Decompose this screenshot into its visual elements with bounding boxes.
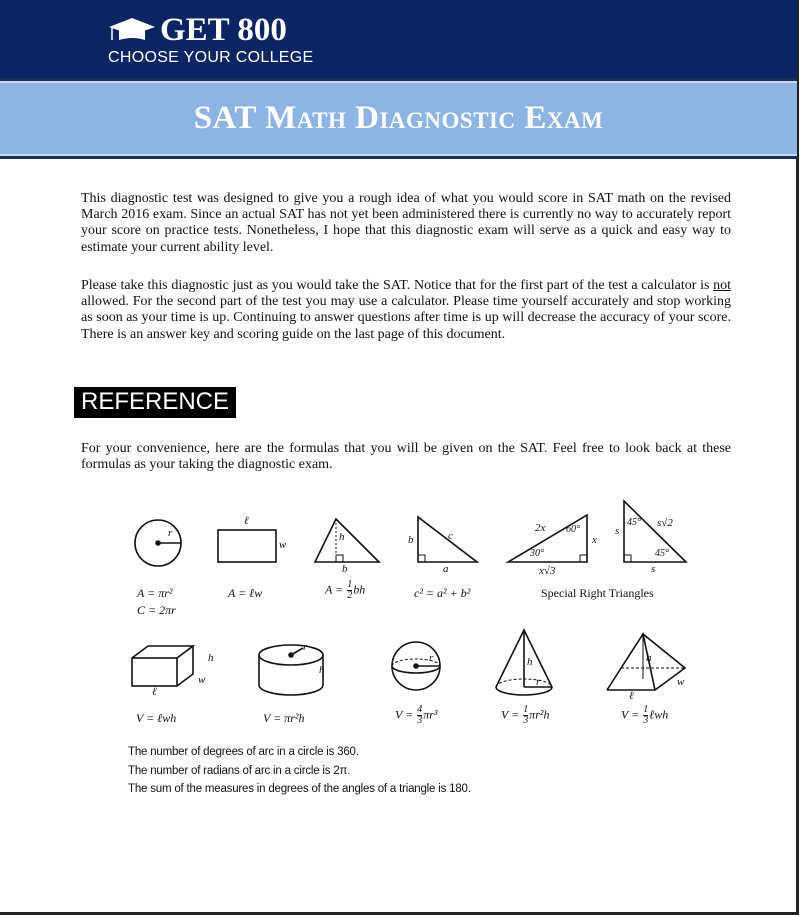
label-r: r xyxy=(429,652,434,664)
label-x-root3: x√3 xyxy=(539,565,556,577)
label-a: a xyxy=(443,563,449,575)
label-h: h xyxy=(208,652,214,664)
denominator: 3 xyxy=(643,715,649,726)
text: V = xyxy=(621,707,640,722)
label-w: w xyxy=(279,539,287,551)
label-r: r xyxy=(168,527,173,539)
special-triangles-caption: Special Right Triangles xyxy=(541,586,654,600)
label-w: w xyxy=(677,676,685,688)
label-s: s xyxy=(615,525,620,537)
text: allowed. For the second part of the test you may use a calculator. Please time yourself accurately and stop working as soon as your time is up. Continuing to answer questions after time is up will decrease the accuracy of your score. There is an answer key and scoring guide on the last page of this document. xyxy=(81,294,731,342)
numerator: 1 xyxy=(523,704,529,715)
pythagorean-formula: c² = a² + b² xyxy=(414,586,471,600)
text: bh xyxy=(353,582,366,597)
label-x: x xyxy=(592,534,597,546)
triangle-figure xyxy=(315,519,379,562)
sphere-volume-formula xyxy=(395,705,438,726)
circle-area-formula: A = πr² xyxy=(137,586,173,600)
label-s-root2: s√2 xyxy=(657,517,673,529)
label-l: ℓ xyxy=(152,686,157,698)
label-l: ℓ xyxy=(629,690,634,702)
title-banner xyxy=(0,78,797,159)
intro-paragraph-2 xyxy=(81,278,731,343)
graduation-cap-icon xyxy=(108,16,156,44)
text: Please take this diagnostic just as you would take the SAT. Notice that for the first part of the test a calculator is xyxy=(81,278,714,293)
numerator: 4 xyxy=(417,704,423,715)
label-r: r xyxy=(536,676,541,688)
label-l: ℓ xyxy=(244,515,249,527)
header-bar xyxy=(0,0,797,78)
label-b: b xyxy=(408,534,414,546)
triangle-area-formula xyxy=(325,580,365,601)
rectangle-area-formula: A = ℓw xyxy=(228,586,263,600)
label-c: c xyxy=(448,530,453,542)
label-s: s xyxy=(651,563,656,575)
circle-figure xyxy=(135,520,181,566)
circle-circumference-formula: C = 2πr xyxy=(137,603,176,617)
denominator: 3 xyxy=(523,715,529,726)
label-h: h xyxy=(319,664,325,676)
text: πr²h xyxy=(529,707,550,722)
label-60-degrees: 60° xyxy=(566,524,580,535)
sphere-figure xyxy=(392,642,440,690)
label-w: w xyxy=(198,674,206,686)
text: A = xyxy=(325,582,344,597)
intro-paragraph-1: This diagnostic test was designed to give you a rough idea of what you would score in SAT math on the revised March 2016 exam. Since an actual SAT has not yet been administered there is currently no way to accurately report your score on practice tests. Nonetheless, I hope that this diagnostic exam will serve as a quick and easy way to estimate your current ability level. xyxy=(81,191,731,255)
label-r: r xyxy=(303,641,308,653)
rectangle-figure xyxy=(218,530,276,562)
pyramid-volume-formula xyxy=(621,705,668,726)
box-figure xyxy=(132,646,193,686)
label-2x: 2x xyxy=(535,522,546,534)
text: V = xyxy=(501,707,520,722)
label-h: h xyxy=(339,531,345,543)
logo xyxy=(108,12,313,67)
reference-description: For your convenience, here are the formulas that you will be given on the SAT. Feel free to look back at these formulas as your taking the diagnostic exam. xyxy=(81,441,731,473)
reference-heading: REFERENCE xyxy=(74,387,236,418)
cone-figure xyxy=(496,630,552,695)
text: V = xyxy=(395,707,414,722)
note-degrees: The number of degrees of arc in a circle is 360. xyxy=(128,746,359,758)
cylinder-figure xyxy=(259,645,323,695)
30-60-90-triangle-figure xyxy=(508,515,587,562)
box-volume-formula: V = ℓwh xyxy=(136,711,177,725)
page-title: SAT Math Diagnostic Exam xyxy=(193,100,604,136)
label-45-degrees: 45° xyxy=(627,517,641,528)
logo-title: GET 800 xyxy=(160,12,287,48)
cylinder-volume-formula: V = πr²h xyxy=(263,711,305,725)
label-h: h xyxy=(646,652,652,664)
denominator: 2 xyxy=(347,590,353,601)
text: πr³ xyxy=(423,707,438,722)
note-radians: The number of radians of arc in a circle is 2π. xyxy=(128,765,351,777)
label-h: h xyxy=(527,656,533,668)
label-45-degrees: 45° xyxy=(655,548,669,559)
text: ℓwh xyxy=(649,707,669,722)
logo-subtitle: CHOOSE YOUR COLLEGE xyxy=(108,49,314,66)
numerator: 1 xyxy=(643,704,649,715)
numerator: 1 xyxy=(347,579,353,590)
denominator: 3 xyxy=(417,715,423,726)
cone-volume-formula xyxy=(501,705,550,726)
emphasis-not: not xyxy=(713,278,731,293)
label-30-degrees: 30° xyxy=(530,548,544,559)
label-b: b xyxy=(342,563,348,575)
note-triangle-sum: The sum of the measures in degrees of the angles of a triangle is 180. xyxy=(128,783,471,795)
